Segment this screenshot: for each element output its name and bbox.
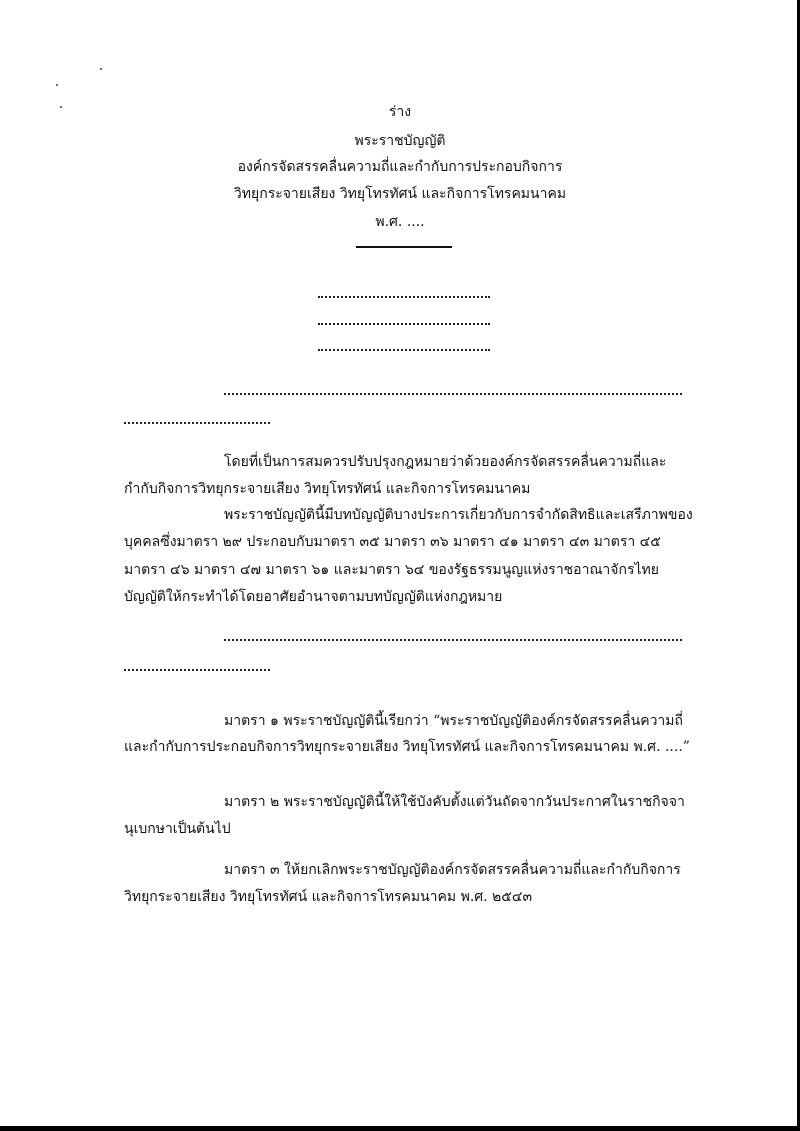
section-3-line2: วิทยุกระจายเสียง วิทยุโทรทัศน์ และกิจการโทรคมนาคม พ.ศ. ๒๕๔๓ [124,889,533,905]
act-title-line-2: วิทยุกระจายเสียง วิทยุโทรทัศน์ และกิจการโทรคมนาคม [233,186,567,202]
act-year: พ.ศ. .... [375,214,425,230]
dotted-line [224,390,682,395]
preamble-para1-line1: โดยที่เป็นการสมควรปรับปรุงกฎหมายว่าด้วยองค์กรจัดสรรคลื่นความถี่และ [224,454,667,470]
section-2-line1: มาตรา ๒ พระราชบัญญัตินี้ให้ใช้บังคับตั้งแต่วันถัดจากวันประกาศในราชกิจจา [224,794,685,810]
preamble-para2-line1: พระราชบัญญัตินี้มีบทบัญญัติบางประการเกี่ยวกับการจำกัดสิทธิและเสรีภาพของ [224,507,693,523]
section-2-line2: นุเบกษาเป็นต้นไป [124,821,231,837]
act-title-line-1: องค์กรจัดสรรคลื่นความถี่และกำกับการประกอบกิจการ [237,159,563,175]
dotted-placeholder [318,320,490,325]
section-1-line2: และกำกับการประกอบกิจการวิทยุกระจายเสียง วิทยุโทรทัศน์ และกิจการโทรคมนาคม พ.ศ. ....” [124,739,690,755]
preamble-para2-line3: มาตรา ๔๖ มาตรา ๔๗ มาตรา ๖๑ และมาตรา ๖๔ ของรัฐธรรมนูญแห่งราชอาณาจักรไทย [124,562,659,578]
preamble-para1-line2: กำกับกิจการวิทยุกระจายเสียง วิทยุโทรทัศน์ และกิจการโทรคมนาคม [124,481,531,497]
section-3-line1: มาตรา ๓ ให้ยกเลิกพระราชบัญญัติองค์กรจัดสรรคลื่นความถี่และกำกับกิจการ [224,862,681,878]
dotted-line [124,419,270,424]
preamble-para2-line4: บัญญัติให้กระทำได้โดยอาศัยอำนาจตามบทบัญญัติแห่งกฎหมาย [124,589,503,605]
draft-label: ร่าง [388,104,412,120]
dotted-placeholder [318,293,490,298]
scan-border [0,1126,800,1131]
act-label: พระราชบัญญัติ [354,133,446,149]
dotted-line [224,636,682,641]
title-underline [356,246,452,248]
preamble-para2-line2: บุคคลซึ่งมาตรา ๒๙ ประกอบกับมาตรา ๓๕ มาตรา ๓๖ มาตรา ๔๑ มาตรา ๔๓ มาตรา ๔๕ [124,534,661,550]
dotted-placeholder [318,346,490,351]
scan-speck [56,84,58,86]
section-1-line1: มาตรา ๑ พระราชบัญญัตินี้เรียกว่า “พระราชบัญญัติองค์กรจัดสรรคลื่นความถี่ [224,713,683,729]
dotted-line [124,666,270,671]
scan-speck [100,68,102,70]
